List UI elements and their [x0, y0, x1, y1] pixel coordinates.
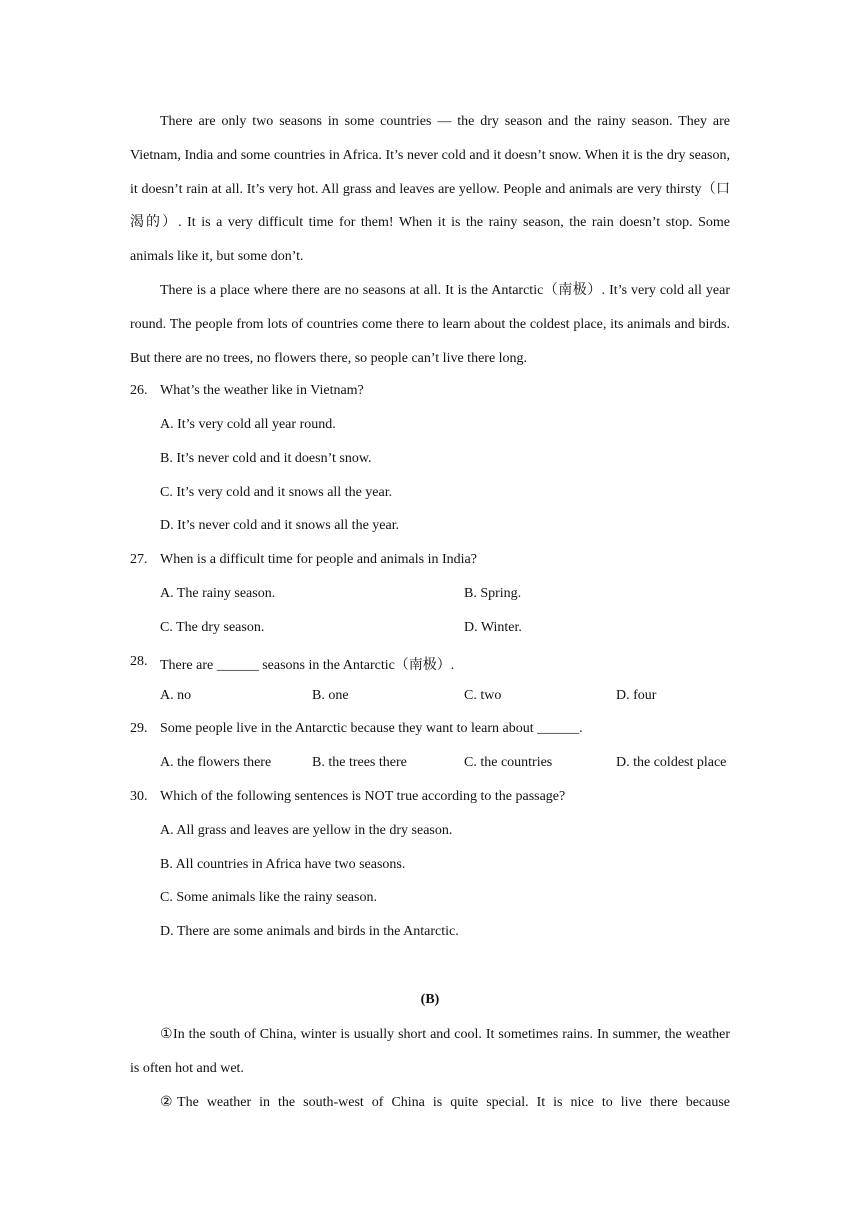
option-b: B. Spring.: [464, 586, 522, 601]
option-c: C. Some animals like the rainy season.: [160, 890, 377, 905]
option-b: B. the trees there: [312, 755, 407, 770]
option-c: C. two: [464, 688, 502, 703]
question-number: 28.: [130, 654, 148, 669]
option-c: C. It’s very cold and it snows all the year.: [160, 485, 393, 500]
option-a: A. All grass and leaves are yellow in the dry season.: [160, 823, 453, 838]
passage-paragraph-2: There is a place where there are no seasons at all. It is the Antarctic（南极）. It’s very cold all year round. The people from lots of countries come there to learn about the coldest place, its animals and birds. But there are no trees, no flowers there, so people can’t live there long.: [130, 283, 730, 366]
option-a: A. no: [160, 688, 192, 703]
option-d: D. the coldest place: [616, 755, 727, 770]
option-d: D. Winter.: [464, 620, 522, 635]
option-a: A. It’s very cold all year round.: [160, 417, 336, 432]
passage-paragraph-1: There are only two seasons in some countries — the dry season and the rainy season. They are Vietnam, India and some countries in Africa. It’s never cold and it doesn’t snow. When it is the dry season, it doesn’t rain at all. It’s very hot. All grass and leaves are yellow. People and animals are very thirsty（口渴的）. It is a very difficult time for them! When it is the rainy season, the rain doesn’t stop. Some animals like it, but some don’t.: [130, 114, 730, 265]
question-text: There are ______ seasons in the Antarctic（南极）.: [160, 658, 455, 673]
question-number: 26.: [130, 383, 148, 398]
question-text: Which of the following sentences is NOT true according to the passage?: [160, 789, 566, 804]
option-a: A. the flowers there: [160, 755, 272, 770]
option-b: B. All countries in Africa have two seasons.: [160, 857, 406, 872]
option-c: C. The dry season.: [160, 620, 265, 635]
question-number: 29.: [130, 721, 148, 736]
question-number: 27.: [130, 552, 148, 567]
option-a: A. The rainy season.: [160, 586, 276, 601]
question-text: What’s the weather like in Vietnam?: [160, 383, 364, 398]
question-number: 30.: [130, 789, 148, 804]
question-text: When is a difficult time for people and animals in India?: [160, 552, 477, 567]
section-b-paragraph-2: ②The weather in the south-west of China is quite special. It is nice to live there because: [160, 1095, 730, 1110]
option-d: D. There are some animals and birds in the Antarctic.: [160, 924, 459, 939]
option-b: B. one: [312, 688, 349, 703]
section-b-paragraph-1: ①In the south of China, winter is usually short and cool. It sometimes rains. In summer, the weather is often hot and wet.: [130, 1027, 730, 1076]
section-heading: (B): [420, 992, 440, 1007]
option-d: D. It’s never cold and it snows all the year.: [160, 518, 400, 533]
option-d: D. four: [616, 688, 657, 703]
option-b: B. It’s never cold and it doesn’t snow.: [160, 451, 372, 466]
question-text: Some people live in the Antarctic because they want to learn about ______.: [160, 721, 583, 736]
option-c: C. the countries: [464, 755, 553, 770]
